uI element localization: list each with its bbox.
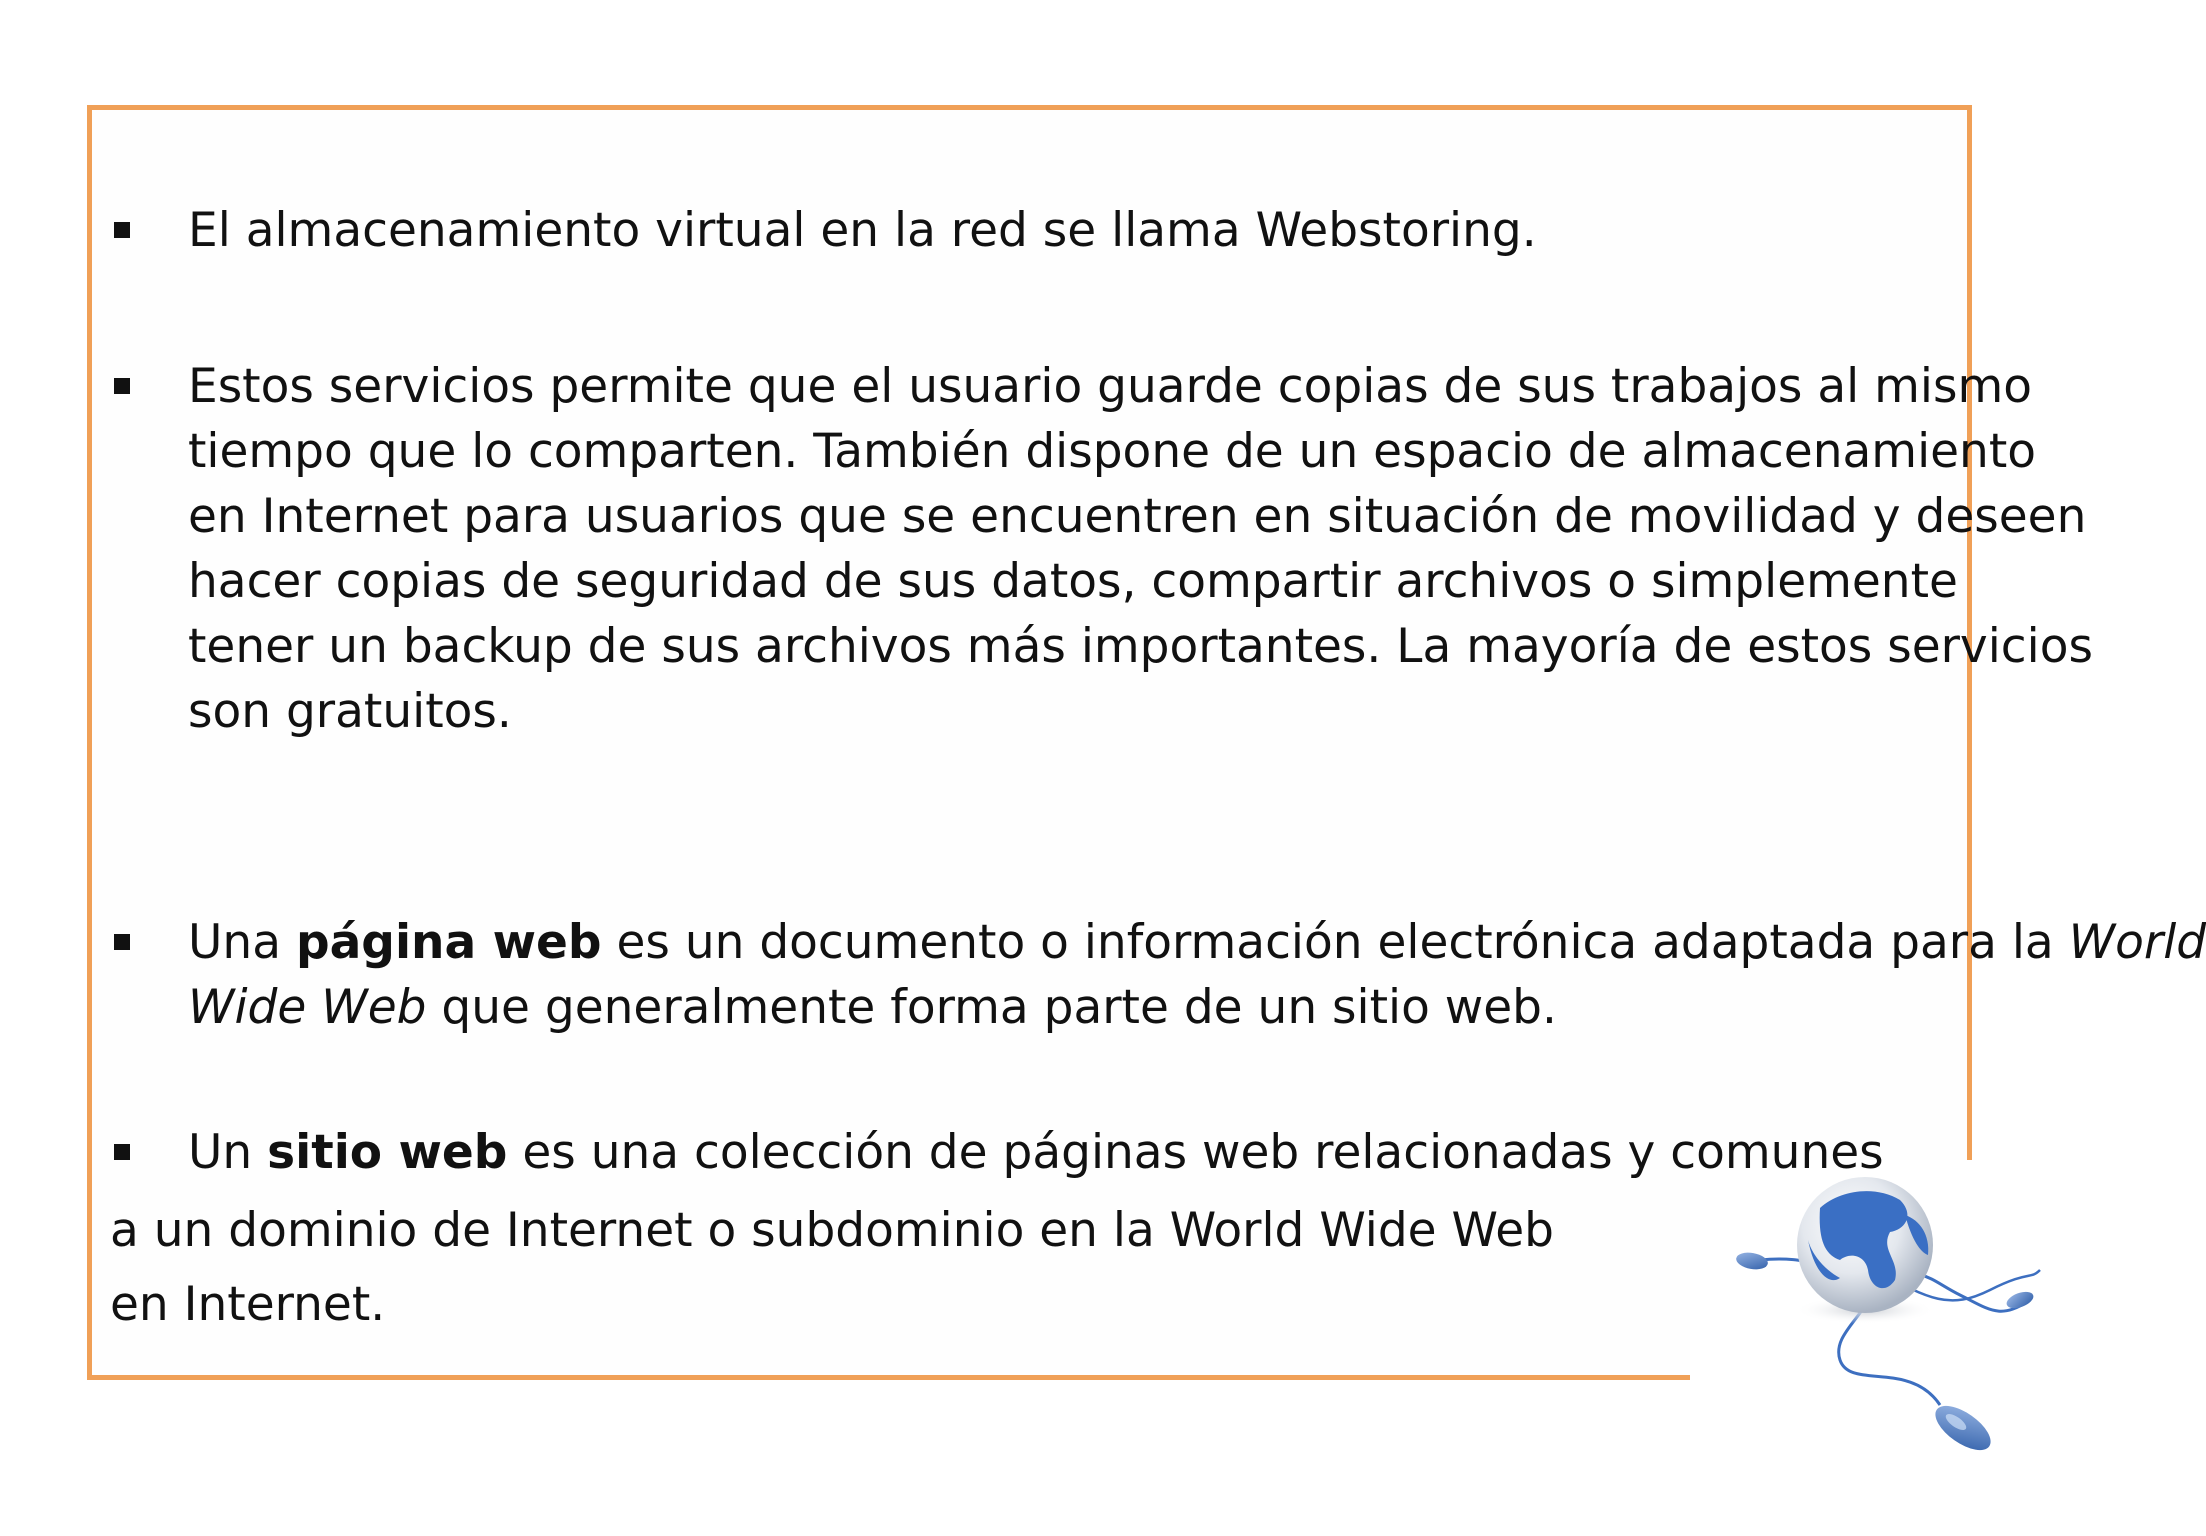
- text-run: Una: [188, 915, 296, 970]
- bold-term-pagina-web: página web: [295, 915, 602, 970]
- text-run: es un documento o información electrónica adaptada para la: [601, 915, 2069, 970]
- italic-term: Wide Web: [188, 980, 427, 1035]
- bullet-3-line-2: [188, 975, 1958, 1040]
- bullet-3-line-1: [188, 910, 2206, 975]
- bullet-marker: [114, 934, 130, 950]
- bullet-3-text: [188, 910, 2206, 1040]
- bold-term-sitio-web: sitio web: [267, 1125, 508, 1180]
- italic-term: World: [2068, 915, 2206, 970]
- bullet-2-line: tener un backup de sus archivos más importantes. La mayoría de estos servicios: [188, 619, 2093, 674]
- text-run: que generalmente forma parte de un sitio web.: [426, 980, 1557, 1035]
- bullet-marker: [114, 378, 130, 394]
- bullet-4-continuation: [110, 1194, 1554, 1342]
- continuation-line: a un dominio de Internet o subdominio en la World Wide Web: [110, 1203, 1554, 1258]
- globe-with-computer-mice-icon: [1700, 1160, 2048, 1470]
- bullet-2-line: son gratuitos.: [188, 684, 512, 739]
- text-run: Un: [188, 1125, 268, 1180]
- bullet-1-text: [188, 198, 1958, 263]
- bullet-2-line: tiempo que lo comparten. También dispone de un espacio de almacenamiento: [188, 424, 2037, 479]
- continuation-line: en Internet.: [110, 1277, 386, 1332]
- bullet-2-text: [188, 354, 2093, 744]
- bullet-2-line: en Internet para usuarios que se encuentren en situación de movilidad y deseen: [188, 489, 2087, 544]
- bullet-2-line: Estos servicios permite que el usuario guarde copias de sus trabajos al mismo: [188, 359, 2032, 414]
- bullet-marker: [114, 1144, 130, 1160]
- text-run: es una colección de páginas web relacionadas y comunes: [507, 1125, 1884, 1180]
- bullet-4-text: [188, 1120, 1958, 1185]
- bullet-2-line: hacer copias de seguridad de sus datos, compartir archivos o simplemente: [188, 554, 1958, 609]
- bullet-marker: [114, 222, 130, 238]
- bullet-1-line: El almacenamiento virtual en la red se llama Webstoring.: [188, 203, 1537, 258]
